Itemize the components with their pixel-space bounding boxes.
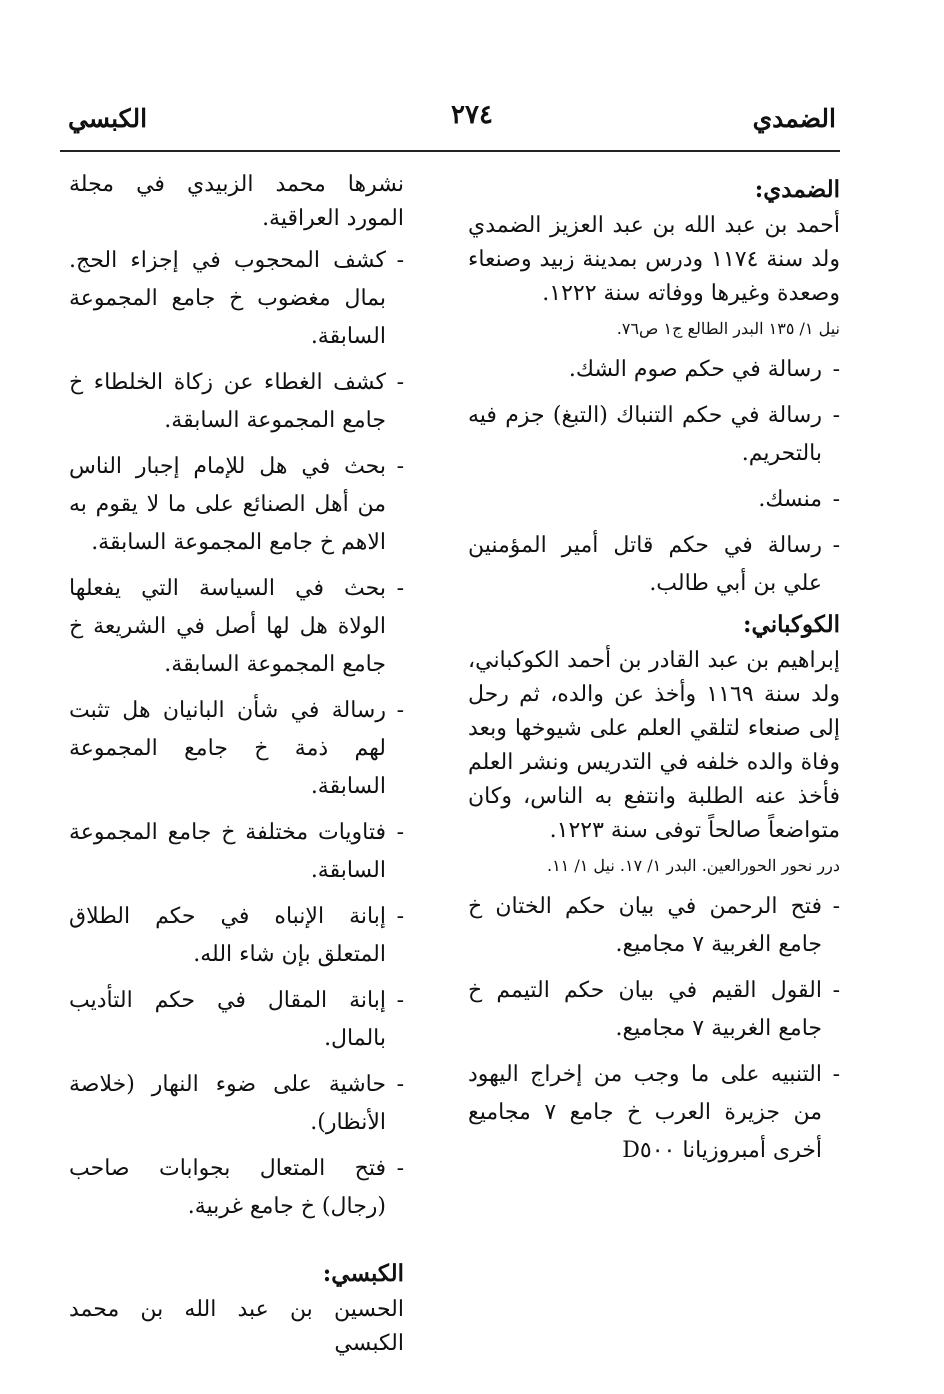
works-list [468,888,840,1170]
work-item: - منسك. [468,481,840,519]
work-item: - إبانة الإنباه في حكم الطلاق المتعلق بإن شاء الله. [69,898,404,974]
entry-sources: نيل ١/ ١٣٥ البدر الطالع ج١ ص٧٦. [616,319,840,338]
running-header-left: الكبسي [68,104,148,133]
work-item: - بحث في السياسة التي يفعلها الولاة هل لها أصل في الشريعة خ جامع المجموعة السابقة. [69,570,404,684]
header-rule [60,150,840,152]
work-item: - فتاويات مختلفة خ جامع المجموعة السابقة. [69,814,404,890]
works-list [468,351,840,603]
entry-bio: إبراهيم بن عبد القادر بن أحمد الكوكباني، ولد سنة ١١٦٩ وأخذ عن والده، ثم رحل إلى صنعاء لتلقي العلم على شيوخها وبعد وفاة والده خلفه في التدريس ونشر العلم فأخذ عنه الطلبة وانتفع به الناس، وكان متواضعاً صالحاً توفى سنة ١٢٢٣. [468,648,840,843]
work-item: - رسالة في حكم صوم الشك. [468,351,840,389]
entry-bio: أحمد بن عبد الله بن عبد العزيز الضمدي ولد سنة ١١٧٤ ودرس بمدينة زبيد وصنعاء وصعدة وغيرها ووفاته سنة ١٢٢٢. [468,213,840,306]
work-item: - كشف الغطاء عن زكاة الخلطاء خ جامع المجموعة السابقة. [69,364,404,440]
entry-sources: درر نحور الحورالعين. البدر ١/ ١٧. نيل ١/ ١١. [546,856,840,875]
work-item: - التنبيه على ما وجب من إخراج اليهود من جزيرة العرب خ جامع ٧ مجاميع أخرى أمبروزيانا D٥٠٠ [468,1056,840,1170]
running-header-right: الضمدي [752,104,836,133]
work-item: - كشف المحجوب في إجزاء الحج. بمال مغضوب خ جامع المجموعة السابقة. [69,242,404,356]
entry-bio: الحسين بن عبد الله بن محمد الكبسي [69,1297,404,1356]
work-item: - رسالة في حكم التنباك (التبغ) جزم فيه بالتحريم. [468,397,840,473]
entry-heading: الضمدي: [754,176,840,203]
continuation-text: نشرها محمد الزبيدي في مجلة المورد العراقية. [69,172,404,231]
entry-heading: الكبسي: [322,1260,404,1287]
entry-heading: الكوكباني: [743,611,840,638]
spacer [69,1234,404,1252]
work-item: - القول القيم في بيان حكم التيمم خ جامع الغربية ٧ مجاميع. [468,972,840,1048]
work-item: - حاشية على ضوء النهار (خلاصة الأنظار). [69,1066,404,1142]
work-item: - فتح المتعال بجوابات صاحب (رجال) خ جامع غربية. [69,1150,404,1226]
work-item: - فتح الرحمن في بيان حكم الختان خ جامع الغربية ٧ مجاميع. [468,888,840,964]
left-column [69,168,404,1367]
work-item: - رسالة في شأن البانيان هل تثبت لهم ذمة خ جامع المجموعة السابقة. [69,692,404,806]
right-column [468,168,840,1178]
work-item: - بحث في هل للإمام إجبار الناس من أهل الصنائع على ما لا يقوم به الاهم خ جامع المجموعة السابقة. [69,448,404,562]
work-item: - إبانة المقال في حكم التأديب بالمال. [69,982,404,1058]
page-number: ٢٧٤ [451,100,493,130]
works-list [69,242,404,1226]
work-item: - رسالة في حكم قاتل أمير المؤمنين علي بن أبي طالب. [468,527,840,603]
